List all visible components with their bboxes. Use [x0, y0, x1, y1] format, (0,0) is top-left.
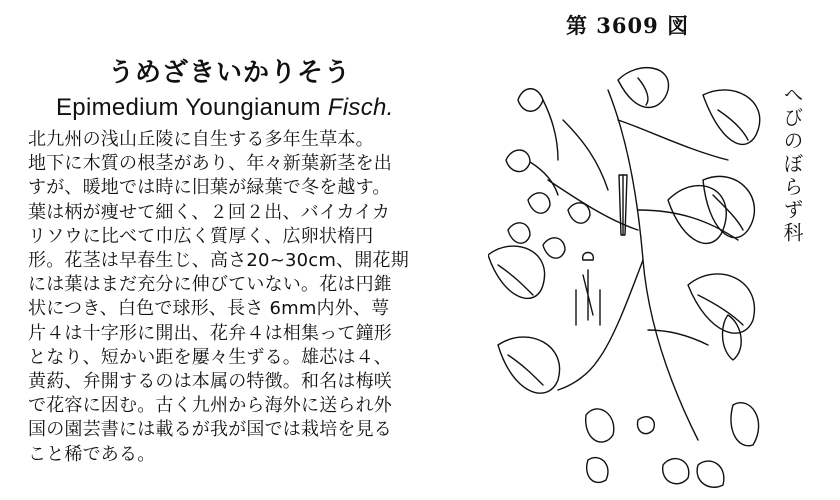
description-text	[28, 128, 468, 467]
botanical-illustration	[488, 60, 778, 500]
seed-shapes	[586, 315, 759, 487]
japanese-title: うめざきいかりそう	[108, 58, 352, 88]
description-line: で花容に因む。古く九州から海外に送られ外	[28, 395, 392, 417]
heart-leaf	[488, 246, 545, 298]
description-line: すが、暖地では時に旧葉が緑葉で冬を越す。	[28, 177, 391, 199]
figure-number: 第 3609 図	[566, 13, 690, 38]
heart-leaf	[618, 68, 668, 108]
heart-leaf	[668, 186, 726, 244]
latin-author: Fisch.	[327, 94, 394, 121]
description-line: 形。花茎は早春生じ、高さ20~30cm、開花期	[28, 250, 409, 272]
description-line: リソウに比べて巾広く質厚く、広卵状楕円	[28, 225, 374, 247]
description-line: には葉はまだ充分に伸びていない。花は円錐	[28, 274, 392, 296]
description-line: 葉は柄が痩せて細く、２回２出、バイカイカ	[28, 201, 391, 223]
description-line: となり、短かい距を屢々生ずる。雄芯は４、	[28, 346, 392, 368]
description-line: 黄葯、弁開するのは本属の特徴。和名は梅咲	[28, 371, 392, 393]
stem-lines	[548, 90, 738, 440]
description-line: 北九州の浅山丘陵に自生する多年生草本。	[28, 129, 374, 150]
latin-title	[56, 94, 394, 122]
flower-cluster	[506, 89, 590, 258]
heart-leaf	[703, 90, 760, 145]
plant-family-label: へびのぼらず科	[780, 84, 804, 245]
description-line: 状につき、白色で球形、長さ 6mm内外、萼	[28, 298, 390, 320]
description-line: 国の園芸書には載るが我が国では栽培を見る	[28, 419, 392, 441]
description-line: 地下に木質の根茎があり、年々新葉新茎を出	[28, 153, 392, 175]
flower-parts	[576, 175, 627, 325]
heart-leaf	[703, 176, 754, 237]
heart-leaf	[498, 337, 560, 393]
latin-name: Epimedium Youngianum	[56, 94, 321, 121]
heart-leaf	[688, 274, 754, 333]
description-line: 片４は十字形に開出、花弁４は相集って鐘形	[28, 322, 392, 344]
description-line: こと稀である。	[28, 443, 156, 465]
